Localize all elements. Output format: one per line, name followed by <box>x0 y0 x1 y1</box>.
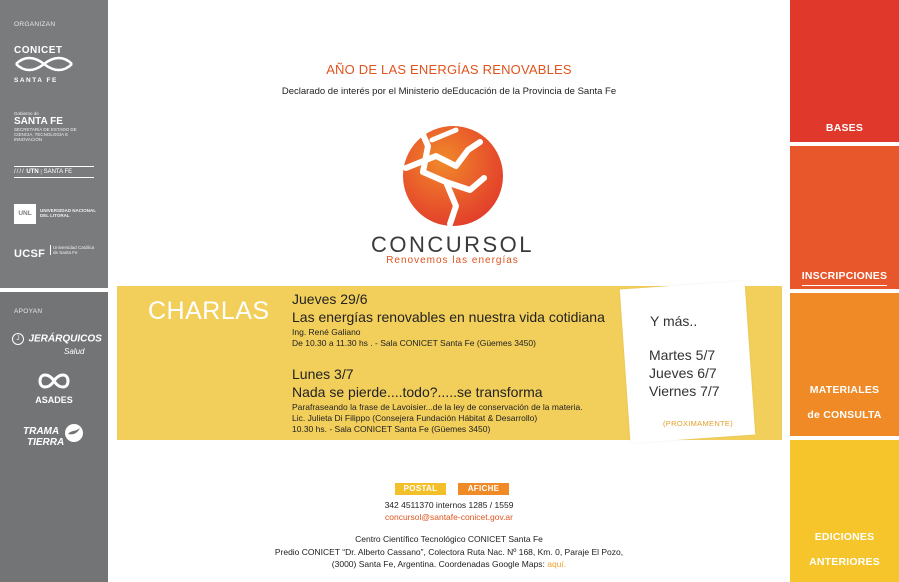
nav-bases-label: BASES <box>825 122 864 134</box>
event-title: Las energías renovables en nuestra vida cotidiana <box>292 309 605 325</box>
event-detail: Parafraseando la frase de Lavoisier...de la ley de conservación de la materia. <box>292 402 583 412</box>
apoyan-label: APOYAN <box>14 308 43 315</box>
event-detail: Ing. René Galiano <box>292 327 361 337</box>
conicet-name: CONICET <box>14 45 63 56</box>
supporters-panel <box>0 292 108 582</box>
nav-ediciones[interactable] <box>790 440 899 582</box>
charlas-heading: CHARLAS <box>148 297 270 325</box>
asades-name: ASADES <box>35 395 73 405</box>
event-detail: 10.30 hs. - Sala CONICET Santa Fe (Güemes 3450) <box>292 424 491 434</box>
jerarquicos-name: JERÁRQUICOS <box>28 333 102 345</box>
ucsf-name: UCSF <box>14 248 46 260</box>
postal-button[interactable]: POSTAL <box>395 483 446 495</box>
contact-phone: 342 4511370 internos 1285 / 1559 <box>384 500 514 510</box>
unl-name: UNIVERSIDAD NACIONAL DEL LITORAL <box>40 208 96 218</box>
nav-inscripciones[interactable] <box>790 146 899 289</box>
proximamente-note: (PROXIMAMENTE) <box>663 419 734 428</box>
address-line-maps <box>108 559 790 569</box>
ucsf-logo[interactable] <box>14 244 99 262</box>
utn-logo[interactable]: //// UTN | SANTA FE <box>14 166 94 178</box>
unl-badge: UNL <box>14 204 36 224</box>
utn-sub: SANTA FE <box>43 169 73 175</box>
trama-tierra-logo[interactable] <box>23 426 93 448</box>
asades-infinity-icon <box>37 371 71 391</box>
event-title: Nada se pierde....todo?.....se transforma <box>292 384 543 400</box>
ucsf-full-name: Universidad Católica de Santa Fe <box>50 245 98 255</box>
asades-logo[interactable] <box>32 371 76 405</box>
event-detail: Lic. Julieta Di Filippo (Consejera Fundación Hábitat & Desarrollo) <box>292 413 538 423</box>
event-detail: De 10.30 a 11.30 hs . - Sala CONICET Santa Fe (Güemes 3450) <box>292 338 536 348</box>
contact-email[interactable] <box>108 512 790 522</box>
more-heading: Y más.. <box>650 313 698 329</box>
maps-link[interactable]: aquí. <box>547 559 567 569</box>
sidebar <box>0 0 108 582</box>
santafe-gob: Gobierno de <box>14 111 39 116</box>
santafe-name: SANTA FE <box>14 116 63 127</box>
conicet-swirl-icon <box>14 56 74 72</box>
brand-name: CONCURSOL <box>370 232 535 257</box>
email-link[interactable]: concursol@santafe-conicet.gov.ar <box>384 512 513 522</box>
event-date: Jueves 29/6 <box>292 291 368 307</box>
conicet-logo[interactable] <box>14 45 94 84</box>
utn-name: UTN <box>26 169 39 175</box>
nav-materiales-line2: de CONSULTA <box>807 409 882 421</box>
tierra-name: TIERRA <box>27 437 65 448</box>
address-line: Predio CONICET “Dr. Alberto Cassano”, Colectora Ruta Nac. Nº 168, Km. 0, Paraje El Pozo, <box>274 547 624 557</box>
trama-name: TRAMA <box>23 426 60 437</box>
address-line3: (3000) Santa Fe, Argentina. Coordenadas Google Maps: <box>331 559 545 569</box>
page-subtitle: Declarado de interés por el Ministerio deEducación de la Provincia de Santa Fe <box>281 86 617 97</box>
organizan-label: ORGANIZAN <box>14 21 56 28</box>
page-title: AÑO DE LAS ENERGÍAS RENOVABLES <box>326 62 572 77</box>
bird-globe-icon <box>63 422 85 444</box>
nav-ediciones-line1: EDICIONES <box>814 531 875 543</box>
santafe-sub: SECRETARÍA DE ESTADO DE CIENCIA, TECNOLOGÍA E INNOVACIÓN <box>14 127 77 142</box>
more-date: Viernes 7/7 <box>649 383 720 399</box>
nav-ediciones-line2: ANTERIORES <box>809 556 880 568</box>
more-date: Jueves 6/7 <box>649 365 717 381</box>
organizers-panel <box>0 0 108 288</box>
santafe-logo[interactable] <box>14 111 99 142</box>
nav-materiales-line1: MATERIALES <box>809 384 880 396</box>
brand-tagline: Renovemos las energías <box>386 255 519 266</box>
afiche-button[interactable]: AFICHE <box>458 483 509 495</box>
more-date: Martes 5/7 <box>649 347 716 363</box>
event-date: Lunes 3/7 <box>292 366 354 382</box>
address-line: Centro Científico Tecnológico CONICET Santa Fe <box>355 534 543 544</box>
nav-materiales[interactable] <box>790 293 899 436</box>
concursol-sun-icon <box>398 120 508 228</box>
nav-inscripciones-label: INSCRIPCIONES <box>802 268 887 286</box>
nav-bases[interactable] <box>790 0 899 142</box>
conicet-sub: SANTA FE <box>14 77 58 84</box>
jerarquicos-sub: Salud <box>64 347 85 356</box>
jerarquicos-icon: J <box>12 333 24 345</box>
jerarquicos-logo[interactable] <box>12 330 102 356</box>
